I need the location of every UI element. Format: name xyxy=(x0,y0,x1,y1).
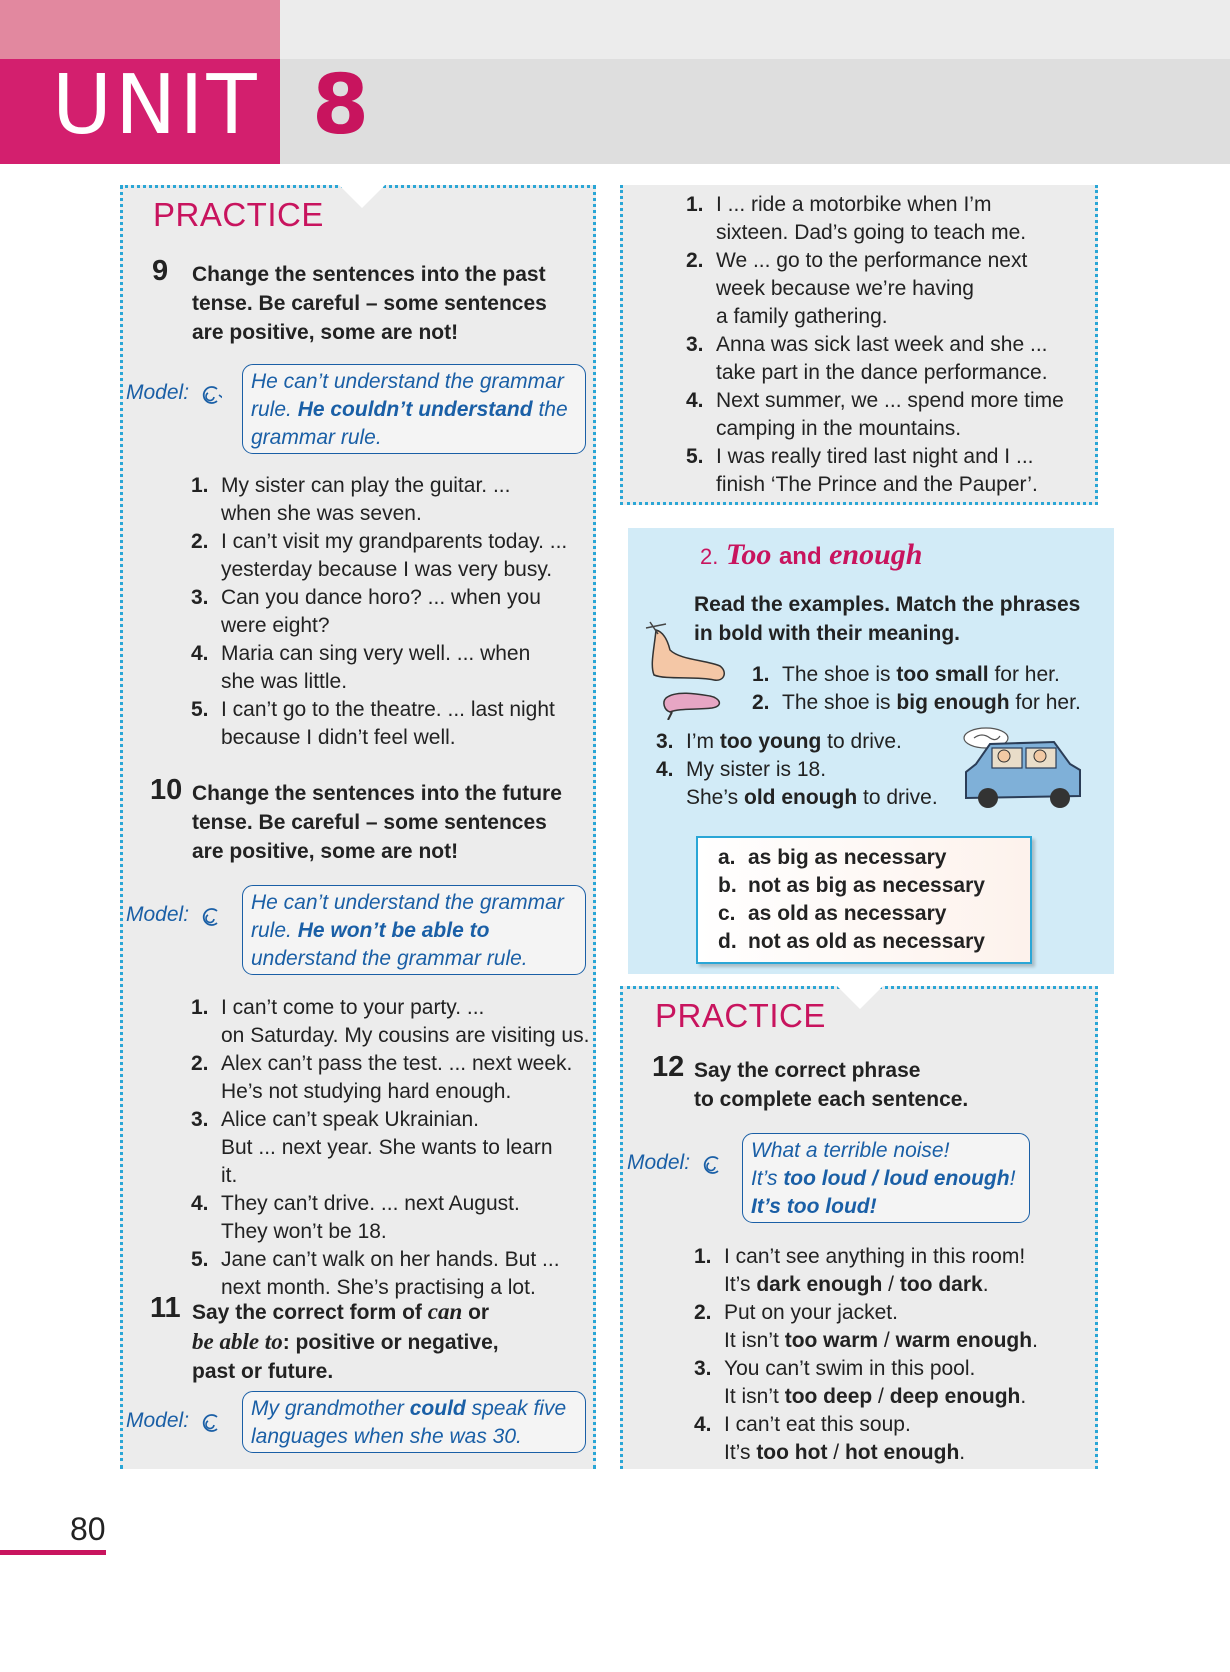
list-item: c. as old as necessary xyxy=(718,902,947,925)
list-item: 5. I can’t go to the theatre. ... last night because I didn’t feel well. xyxy=(191,698,555,749)
exercise-12-instruction: Say the correct phrase to complete each sentence. xyxy=(694,1059,969,1111)
page-number-underline xyxy=(0,1550,106,1555)
list-item: 1. I can’t come to your party. ... on Saturday. My cousins are visiting us. xyxy=(191,996,590,1047)
list-item: 2. Alex can’t pass the test. ... next week. He’s not studying hard enough. xyxy=(191,1052,573,1103)
header-pink-band xyxy=(0,0,280,59)
exercise-11-number: 11 xyxy=(150,1292,181,1324)
model-label: Model: xyxy=(126,1409,190,1432)
exercise-11-items xyxy=(686,191,1096,499)
list-item: 3. Alice can’t speak Ukrainian. But ... next year. She wants to learn it. xyxy=(191,1108,553,1187)
exercise-9-instruction: Change the sentences into the past tense. Be careful – some sentences are positive, some are not! xyxy=(192,263,547,344)
section-instruction: Read the examples. Match the phrases in bold with their meaning. xyxy=(694,593,1081,645)
list-item: 4. They can’t drive. ... next August. They won’t be 18. xyxy=(191,1192,520,1243)
list-item: 3. Anna was sick last week and she ... take part in the dance performance. xyxy=(686,333,1048,384)
list-item: 3. You can’t swim in this pool. It isn’t too deep / deep enough. xyxy=(694,1357,1027,1408)
speech-icon xyxy=(701,1154,723,1176)
exercise-10-items xyxy=(191,994,591,1302)
header-title-band xyxy=(280,59,1230,164)
examples-3-4 xyxy=(656,728,956,812)
section-title: 2. Too and enough xyxy=(700,538,923,571)
practice-heading: PRACTICE xyxy=(655,997,826,1034)
exercise-12-items xyxy=(694,1243,1094,1467)
practice-heading: PRACTICE xyxy=(153,196,324,233)
list-item: 4. Next summer, we ... spend more time camping in the mountains. xyxy=(686,389,1064,440)
list-item: 4. I can’t eat this soup. It’s too hot / hot enough. xyxy=(694,1413,966,1464)
model-example-box: My grandmother could speak five languages when she was 30. xyxy=(242,1391,586,1453)
model-example-box: What a terrible noise! It’s too loud / loud enough! It’s too loud! xyxy=(742,1133,1030,1223)
panel-notch xyxy=(338,184,386,208)
list-item: 4. My sister is 18. She’s old enough to drive. xyxy=(656,758,938,809)
model-label: Model: xyxy=(627,1151,691,1174)
list-item: 5. I was really tired last night and I ... finish ‘The Prince and the Pauper’. xyxy=(686,445,1038,496)
list-item: 2. Put on your jacket. It isn’t too warm / warm enough. xyxy=(694,1301,1038,1352)
unit-label: UNIT xyxy=(52,58,260,153)
list-item: 1. The shoe is too small for her. xyxy=(752,663,1060,686)
unit-number: 8 xyxy=(312,58,370,153)
model-example-box: He can’t understand the grammar rule. He won’t be able to understand the grammar rule. xyxy=(242,885,586,975)
meanings-list xyxy=(718,844,985,956)
exercise-11-instruction: Say the correct form of can or be able to: positive or negative, past or future. xyxy=(192,1299,499,1383)
header-grey-band xyxy=(280,0,1230,59)
list-item: 3. I’m too young to drive. xyxy=(656,730,902,753)
exercise-9-items xyxy=(191,472,591,752)
list-item: 2. I can’t visit my grandparents today. ... yesterday because I was very busy. xyxy=(191,530,568,581)
list-item: b. not as big as necessary xyxy=(718,874,985,897)
list-item: 1. My sister can play the guitar. ... when she was seven. xyxy=(191,474,511,525)
page-number: 80 xyxy=(70,1511,106,1547)
list-item: d. not as old as necessary xyxy=(718,930,985,953)
exercise-10-instruction: Change the sentences into the future tense. Be careful – some sentences are positive, some are not! xyxy=(192,782,562,863)
examples-1-2 xyxy=(752,661,1112,717)
speech-icon xyxy=(200,1412,222,1434)
exercise-10-number: 10 xyxy=(150,774,183,806)
list-item: 1. I ... ride a motorbike when I’m sixteen. Dad’s going to teach me. xyxy=(686,193,1027,244)
exercise-9-number: 9 xyxy=(152,255,169,287)
list-item: 5. Jane can’t walk on her hands. But ... next month. She’s practising a lot. xyxy=(191,1248,560,1299)
model-example-box: He can’t understand the grammar rule. He couldn’t understand the grammar rule. xyxy=(242,364,586,454)
list-item: 2. We ... go to the performance next week because we’re having a family gathering. xyxy=(686,249,1028,328)
car-illustration xyxy=(956,724,1090,812)
model-label: Model: xyxy=(126,903,190,926)
list-item: 1. I can’t see anything in this room! It’s dark enough / too dark. xyxy=(694,1245,1026,1296)
speech-icon xyxy=(200,906,222,928)
meanings-box xyxy=(696,836,1032,964)
panel-notch xyxy=(836,985,884,1009)
list-item: 4. Maria can sing very well. ... when she was little. xyxy=(191,642,531,693)
list-item: 2. The shoe is big enough for her. xyxy=(752,691,1081,714)
exercise-12-number: 12 xyxy=(652,1051,685,1083)
list-item: 3. Can you dance horo? ... when you were eight? xyxy=(191,586,541,637)
foot-shoe-illustration xyxy=(636,620,736,720)
model-label: Model: xyxy=(126,381,190,404)
speech-icon xyxy=(200,384,222,406)
list-item: a. as big as necessary xyxy=(718,846,947,869)
